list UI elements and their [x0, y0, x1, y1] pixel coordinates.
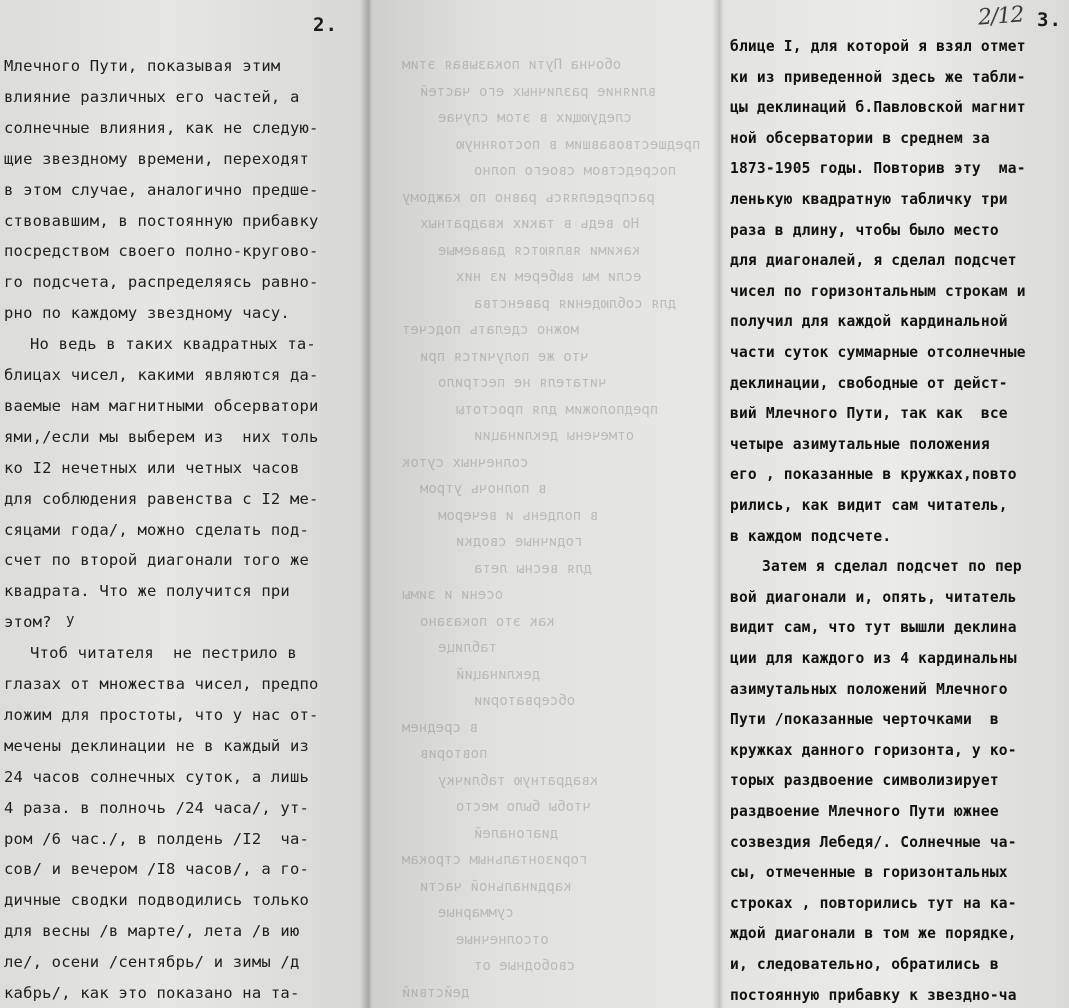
ghost-text-line: таблице — [438, 640, 498, 656]
ghost-text-line: посредством своего полно — [474, 163, 677, 179]
text-line: раздвоение Млечного Пути южнее — [730, 802, 999, 820]
text-line: 4 раза. в полночь /24 часа/, ут- — [4, 798, 310, 817]
ghost-text-line: отмечены деклинации — [474, 428, 635, 444]
text-line: четыре азимутальные положения — [730, 434, 990, 453]
left-page-number: 2. — [313, 14, 338, 36]
text-line: Пути /показанные черточками в — [730, 710, 999, 729]
text-line: рились, как видит сам читатель, — [730, 496, 1008, 514]
text-line: 1873-1905 годы. Повторив эту ма- — [730, 159, 1026, 178]
text-line: азимутальных положений Млечного — [730, 679, 1008, 698]
page-fold-shadow — [360, 0, 372, 1008]
ghost-text-line: горизонтальным строкам — [402, 852, 588, 868]
text-line: солнечные влияния, как не следую- — [4, 118, 319, 137]
ghost-text-line: что же получится при — [420, 348, 589, 365]
text-line: ленькую квадратную табличку три — [730, 190, 1008, 208]
right-page — [718, 0, 1069, 1008]
ghost-text-line: как это показано — [420, 613, 555, 630]
ghost-text-line: повторив — [420, 746, 488, 762]
ghost-text-line: влияние различных его частей — [420, 83, 657, 100]
ghost-text-line: какими являются даваемые — [438, 242, 641, 259]
text-line: для весны /в марте/, лета /в ию — [4, 922, 300, 941]
text-line: посредством своего полно-кругово- — [4, 242, 319, 261]
text-line: ной обсерватории в среднем за — [730, 128, 990, 147]
ghost-text-line: в полночь утром — [420, 481, 547, 497]
ghost-text-line: читателя не пестрило — [438, 375, 607, 391]
text-line: его , показанные в кружках,повто — [730, 465, 1017, 484]
text-line: мечены деклинации не в каждый из — [4, 736, 310, 755]
text-line: деклинации, свободные от дейст- — [730, 373, 1008, 392]
right-page-number: 3. — [1037, 9, 1062, 31]
text-line: го подсчета, распределяясь равно- — [4, 273, 319, 292]
ghost-text-line: действий — [402, 984, 470, 1001]
ghost-text-line: чтобы было место — [456, 799, 591, 815]
text-line: в этом случае, аналогично предше- — [4, 180, 319, 199]
text-line: видит сам, что тут вышли деклина — [730, 618, 1017, 637]
text-line: щие звездному времени, переходят — [4, 149, 310, 168]
text-line: квадрата. Что же получится при — [4, 582, 290, 601]
text-line: получил для каждой кардинальной — [730, 312, 1008, 331]
text-line: дичные сводки подводились только — [4, 891, 310, 910]
text-line: 24 часов солнечных суток, а лишь — [4, 767, 310, 786]
ghost-text-line: в полдень и вечером — [438, 507, 599, 524]
ghost-text-line: в среднем — [402, 719, 478, 736]
text-line: кабрь/, как это показано на та- — [4, 984, 300, 1002]
text-line: ки из приведенной здесь же табли- — [730, 67, 1026, 86]
ghost-text-line: осени и зимы — [402, 587, 504, 603]
ghost-text-line: свободные от — [474, 958, 576, 974]
ghost-text-line: солнечных суток — [402, 454, 529, 471]
text-line: для соблюдения равенства с I2 ме- — [4, 489, 319, 508]
ghost-text-line: деклинаций — [456, 666, 541, 683]
text-line: ко I2 нечетных или четных часов — [4, 458, 300, 477]
ghost-text-line: отсолнечные — [456, 931, 549, 948]
text-line: Млечного Пути, показывая этим — [4, 57, 281, 75]
text-line: счет по второй диагонали того же — [4, 551, 310, 570]
text-line: чисел по горизонтальным строкам и — [730, 281, 1026, 300]
text-line: сов/ и вечером /I8 часов/, а го- — [4, 860, 310, 879]
text-line: ями,/если мы выберем из них толь — [4, 427, 319, 446]
text-line: сяцами года/, можно сделать под- — [4, 520, 310, 539]
text-line: вой диагонали и, опять, читатель — [730, 587, 1017, 606]
text-line: ложим для простоты, что у нас от- — [4, 705, 319, 724]
ghost-text-line: диагоналей — [474, 825, 559, 842]
ghost-text-line: суммарные — [438, 905, 514, 921]
text-line: постоянную прибавку к звездно-ча — [730, 985, 1017, 1004]
archive-folio-mark: 2/12 — [977, 2, 1025, 31]
text-line: ждой диагонали в том же порядке, — [730, 924, 1017, 943]
text-line: для диагоналей, я сделал подсчет — [730, 251, 1017, 270]
text-line: строках , повторились тут на ка- — [730, 893, 1017, 912]
text-line: блице I, для которой я взял отмет — [730, 37, 1026, 55]
page-fold-shadow — [712, 0, 724, 1008]
text-line: вий Млечного Пути, так как все — [730, 404, 1008, 423]
text-line: цы деклинаций б.Павловской магнит — [730, 98, 1026, 117]
ghost-text-line: для весны лета — [474, 560, 593, 577]
text-line: раза в длину, чтобы было место — [730, 220, 999, 239]
text-line: и, следовательно, обратились в — [730, 955, 999, 973]
ghost-text-line: для соблюдения равенства — [474, 295, 677, 312]
text-line: сы, отмеченные в горизонтальных — [730, 863, 1008, 882]
text-line: ции для каждого из 4 кардинальны — [730, 649, 1017, 667]
text-line: ле/, осени /сентябрь/ и зимы /д — [4, 953, 300, 972]
text-line: ствовавшим, в постоянную прибавку — [4, 211, 319, 230]
text-line: глазах от множества чисел, предпо — [4, 675, 319, 693]
ghost-text-line: предшествовавшим в постоянную — [456, 136, 701, 153]
ghost-text-line: предположим для простоты — [456, 401, 659, 418]
text-line: Чтоб читателя не пестрило в — [30, 644, 297, 663]
text-line: ваемые нам магнитными обсерватори — [4, 396, 319, 415]
ghost-text-line: квадратную табличку — [438, 772, 599, 789]
text-line: в каждом подсчете. — [730, 526, 892, 545]
ghost-text-line: следующих в этом случае — [438, 110, 632, 126]
text-line: торых раздвоение символизирует — [730, 771, 999, 790]
left-page — [0, 0, 372, 1008]
text-line: блицах чисел, какими являются да- — [4, 366, 319, 384]
ghost-text-line: Но ведь в таких квадратных — [420, 216, 640, 232]
text-line: влияние различных его частей, а — [4, 87, 300, 106]
ghost-text-line: обочна Пути показывая этим — [402, 57, 622, 73]
ghost-text-line: можно сделать подсчет — [402, 322, 580, 338]
text-line: Затем я сделал подсчет по пер — [762, 557, 1022, 576]
text-line: части суток суммарные отсолнечные — [730, 343, 1026, 361]
handwritten-insertion-mark: у — [66, 612, 75, 628]
text-line: рно по каждому звездному часу. — [4, 304, 290, 323]
text-line: этом? — [4, 613, 52, 632]
text-line: кружках данного горизонта, у ко- — [730, 740, 1017, 759]
ghost-text-line: кардинальной части — [420, 878, 572, 895]
ghost-text-line: годичные сводки — [456, 534, 583, 550]
middle-page-bleed-through — [372, 0, 718, 1008]
text-line: ром /6 час./, в полдень /I2 ча- — [4, 829, 310, 848]
ghost-text-line: если мы выберем из них — [456, 269, 642, 285]
ghost-text-line: обсерватории — [474, 693, 576, 709]
text-line: Но ведь в таких квадратных та- — [30, 335, 316, 354]
ghost-text-line: распределяясь равно по каждому — [402, 189, 655, 206]
text-line: созвездия Лебедя/. Солнечные ча- — [730, 832, 1017, 851]
